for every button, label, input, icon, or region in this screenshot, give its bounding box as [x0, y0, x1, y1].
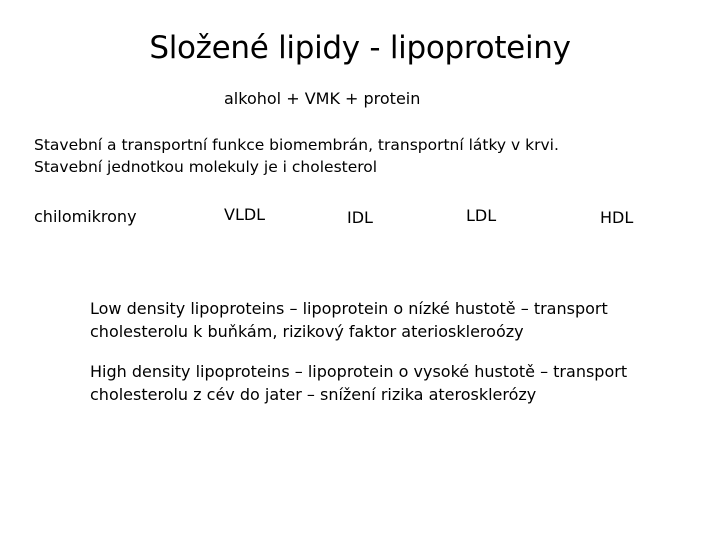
lipoprotein-type-hdl: HDL [600, 208, 634, 227]
note-line: High density lipoproteins – lipoprotein o vysoké hustotě – transport [90, 362, 628, 381]
hdl-note [90, 360, 627, 406]
slide-title: Složené lipidy - lipoproteiny [149, 30, 571, 66]
description-line: Stavební a transportní funkce biomembrán, transportní látky v krvi. [34, 136, 559, 154]
composition-formula: alkohol + VMK + protein [224, 89, 421, 108]
lipoprotein-type-ldl: LDL [466, 206, 497, 225]
ldl-note [90, 297, 608, 343]
lipoprotein-type-chylomicrons: chilomikrony [34, 207, 137, 226]
function-description [34, 134, 559, 178]
note-line: cholesterolu k buňkám, rizikový faktor aterioskleroózy [90, 322, 524, 341]
note-line: Low density lipoproteins – lipoprotein o nízké hustotě – transport [90, 299, 608, 318]
description-line: Stavební jednotkou molekuly je i cholesterol [34, 158, 378, 176]
lipoprotein-type-vldl: VLDL [224, 205, 266, 224]
note-line: cholesterolu z cév do jater – snížení rizika aterosklerózy [90, 385, 537, 404]
lipoprotein-type-idl: IDL [347, 208, 373, 227]
